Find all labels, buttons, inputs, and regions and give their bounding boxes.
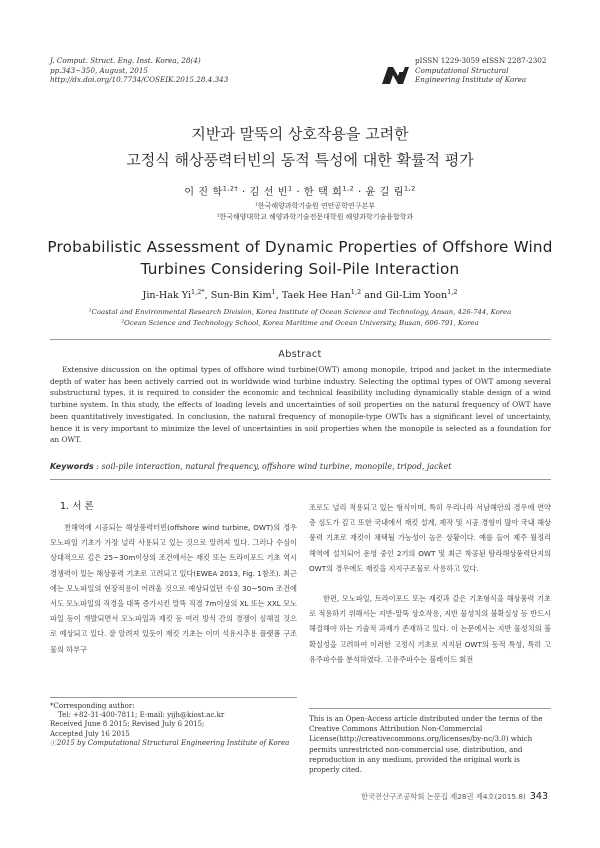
intro-paragraph-2: 한편, 모노파일, 트라이포드 또는 재킷과 같은 기초형식을 해상풍력 기초로 적용하기 위해서는 지반-말뚝 상호작용, 지반 물성치의 불확실성 등 반드시 해결해야 하는 기술적 과제가 존재하고 있다. 이 논문에서는 지반 물성치의 불확실성을 고려하여 이러한 고정식 기초로 지지된 OWT의 동적 특성, 특히 고유주파수를 분석하였다. 고유주파수는 블레이드 회전 <box>309 594 551 664</box>
accepted-date: Accepted July 16 2015 <box>50 729 130 738</box>
intro-paragraph-continued: 조로도 널리 적용되고 있는 형식이며, 특히 우리나라 서남해안의 경우에 연약층 심도가 깊고 또한 국내에서 재킷 설계, 제작 및 시공 경험이 많아 국내 해상풍력 기초로 재킷이 채택될 가능성이 높은 상황이다. 예를 들어 제주 월정리 해역에 설치되어 운영 중인 2기의 OWT 및 최근 착공된 탐라해상풍력단지의 OWT의 경우에도 재킷을 지지구조물로 사용하고 있다. <box>309 503 551 573</box>
abstract-heading: Abstract <box>278 349 322 360</box>
korean-title-line1: 지반과 말뚝의 상호작용을 고려한 <box>191 125 409 143</box>
keywords-label: Keywords <box>50 462 94 471</box>
korean-title <box>0 121 600 173</box>
english-affiliations <box>0 307 600 328</box>
received-dates: Received June 8 2015; Revised July 6 2015; <box>50 720 205 729</box>
page-number: 343 <box>529 791 548 802</box>
affiliation-ko: ¹한국해양과학기술원 연안공학연구본부 <box>255 202 375 210</box>
page-footer <box>361 791 548 802</box>
keywords-bottom-rule <box>50 479 551 480</box>
society-logo-icon <box>378 64 412 86</box>
intro-paragraph-1: 천해역에 시공되는 해상풍력터빈(offshore wind turbine, OWT)의 경우 모노파일 기초가 가장 널리 사용되고 있는 것으로 알려져 있다. 그러나 수심이 상대적으로 깊은 25~30m이상의 조건에서는 재킷 또는 트라이포드 기초 역시 경쟁력이 있는 해상풍력 기초로 고려되고 있다(EWEA 2013, Fig. 1참조). 최근에는 모노파일의 현장적용이 어려울 것으로 예상되었던 수심 30~50m 조건에서도 모노파일의 직경을 대폭 증가시킨 말뚝 직경 7m이상의 XL 또는 XXL 모노파일 등이 개발되면서 모노파일과 재킷 등 여러 방식 간의 경쟁이 심해질 것으로 예상되고 있다. 잘 알려져 있듯이 재킷 기초는 이미 석유시추용 플랫폼 구조물의 하부구 <box>50 523 297 654</box>
body-right-column <box>309 500 551 667</box>
issn: pISSN 1229-3059 eISSN 2287-2302 <box>415 56 547 65</box>
open-access-notice: This is an Open-Access article distributed under the terms of the Creative Commons Attribution Non-Commercial License(http://creativecommons.org/licenses/by-nc/3.0) which permits unrestricted non-commercial use, distribution, and reproduction in any medium, provided the original work is properly cited. <box>309 714 543 775</box>
page-range: pp.343~350, August, 2015 <box>50 65 149 75</box>
body-left-column <box>50 498 297 657</box>
abstract-text: Extensive discussion on the optimal types of offshore wind turbine(OWT) among monopile, tripod and jacket in the intermediate depth of water has been actively carried out in worldwide wind turbine industry. Selecting the optimal types of OWT among several substructural types, it is required to consider the economic and technical feasibility including dynamically stable design of a wind turbine system. In this study, the effects of loading levels and uncertainties of soil properties on the natural frequency of OWT have been quantitatively investigated. In conclusion, the natural frequency of monopile-type OWTs has a significant level of uncertainty, hence it is very important to minimize the level of uncertainties in soil properties when the monopile is selected as a foundation for an OWT. <box>50 365 551 445</box>
section-heading-introduction: 1. 서 론 <box>60 501 94 512</box>
korean-affiliations <box>0 201 600 223</box>
footnote-rule-right <box>309 708 551 709</box>
author-en: Jin-Hak $Yi^{1,2*}$, <box>142 288 211 302</box>
english-authors <box>0 288 600 301</box>
english-title-line1: Probabilistic Assessment of Dynamic Properties of Offshore Wind <box>47 238 553 256</box>
keywords <box>50 462 551 471</box>
korean-title-line2: 고정식 해상풍력터빈의 동적 특성에 대한 확률적 평가 <box>126 151 474 169</box>
korean-authors <box>0 183 600 198</box>
journal-header-left <box>50 56 228 85</box>
doi-link[interactable]: http://dx.doi.org/10.7734/COSEIK.2015.28.4.343 <box>50 75 229 84</box>
author-en: Gil-Lim Yoon$^{1,2}$ <box>385 288 458 302</box>
author-ko: 이 진 학$^{1,2\dagger}$ · <box>184 184 250 198</box>
keywords-list: : soil-pile interaction, natural frequency, offshore wind turbine, monopile, tripod, jacket <box>93 462 452 471</box>
author-ko: 한 택 희$^{1,2}$ · <box>303 184 366 198</box>
footnote-rule-left <box>50 697 297 698</box>
journal-citation: J. Comput. Struct. Eng. Inst. Korea, 28(4) <box>50 56 201 65</box>
english-title-line2: Turbines Considering Soil-Pile Interaction <box>140 260 460 278</box>
corresponding-author-footnote <box>50 702 297 748</box>
society-name-line2: Engineering Institute of Korea <box>415 75 527 84</box>
contact-info: Tel: +82-31-400-7811; E-mail: yijh@kiost.ac.kr <box>58 711 225 720</box>
author-en: Sun-Bin Kim$^1$, <box>210 288 282 302</box>
abstract-top-rule <box>50 339 551 340</box>
english-title <box>0 236 600 280</box>
affiliation-en: ¹Coastal and Environmental Research Division, Korea Institute of Ocean Science and Technology, Ansan, 426-744, Korea <box>88 308 512 316</box>
affiliation-en: ²Ocean Science and Technology School, Korea Maritime and Ocean University, Busan, 606-791, Korea <box>121 318 479 327</box>
author-ko: 김 선 빈$^1$ · <box>249 184 304 198</box>
copyright-notice: ⓒ2015 by Computational Structural Engineering Institute of Korea <box>50 738 290 747</box>
author-en: Taek Hee Han$^{1,2}$ and <box>281 288 386 302</box>
corresponding-label: *Corresponding author: <box>50 702 135 710</box>
footer-journal: 한국전산구조공학회 논문집 제28권 제4호(2015.8) <box>360 792 526 801</box>
society-name-line1: Computational Structural <box>415 65 509 75</box>
affiliation-ko: ²한국해양대학교 해양과학기술전문대학원 해양과학기술융합학과 <box>216 213 414 221</box>
author-ko: 윤 길 림$^{1,2}$ <box>365 184 416 198</box>
journal-header-right <box>415 56 546 85</box>
